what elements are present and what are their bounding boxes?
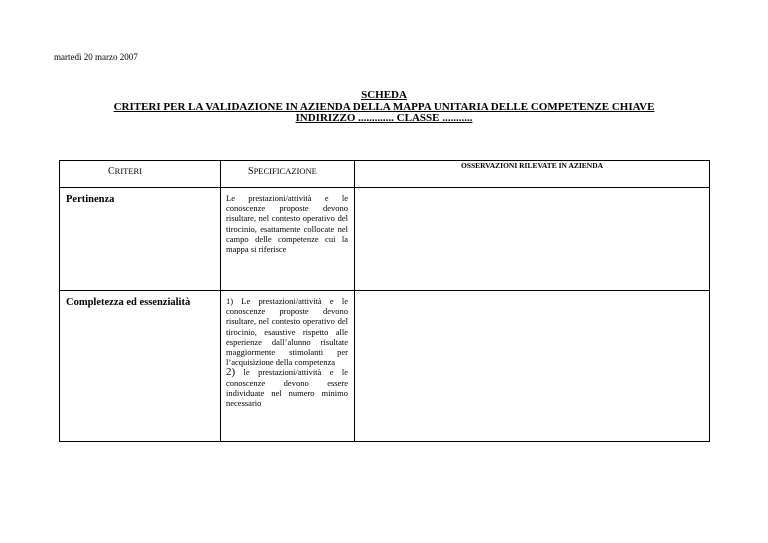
document-heading xyxy=(0,90,768,125)
table-row xyxy=(60,291,710,442)
criteria-table xyxy=(59,160,710,442)
header-osservazioni: OSSERVAZIONI RILEVATE IN AZIENDA xyxy=(355,161,710,188)
header-criteri: CRITERI xyxy=(60,161,221,188)
table-header-row xyxy=(60,161,710,188)
criterion-cell: Completezza ed essenzialità xyxy=(60,291,221,442)
spec-number-1: 1) xyxy=(226,296,234,306)
header-specificazione: SPECIFICAZIONE xyxy=(221,161,355,188)
spec-point-2: le prestazioni/attività e le conoscenze devono essere individuate nel numero minimo necessario xyxy=(226,367,348,409)
spec-point-1: Le prestazioni/attività e le conoscenze proposte devono risultare, nel contesto operativo del tirocinio, esaustive rispetto alle esperienze dall’alunno risultate maggiormente stimolanti per l’acquisizione della competenza xyxy=(226,296,348,368)
heading-indirizzo-classe: INDIRIZZO ............. CLASSE ........... xyxy=(295,112,473,124)
observations-cell[interactable] xyxy=(355,291,710,442)
heading-subtitle: CRITERI PER LA VALIDAZIONE IN AZIENDA DELLA MAPPA UNITARIA DELLE COMPETENZE CHIAVE xyxy=(113,100,655,113)
observations-cell[interactable] xyxy=(355,188,710,291)
document-date: martedì 20 marzo 2007 xyxy=(54,52,138,62)
specification-cell xyxy=(221,291,355,442)
criterion-cell: Pertinenza xyxy=(60,188,221,291)
heading-title: SCHEDA xyxy=(361,89,407,101)
specification-cell: Le prestazioni/attività e le conoscenze proposte devono risultare, nel contesto operativo del tirocinio, esattamente collocate nel campo delle competenze cui la mappa si riferisce xyxy=(221,188,355,291)
spec-number-2: 2) xyxy=(226,366,236,379)
table-row xyxy=(60,188,710,291)
